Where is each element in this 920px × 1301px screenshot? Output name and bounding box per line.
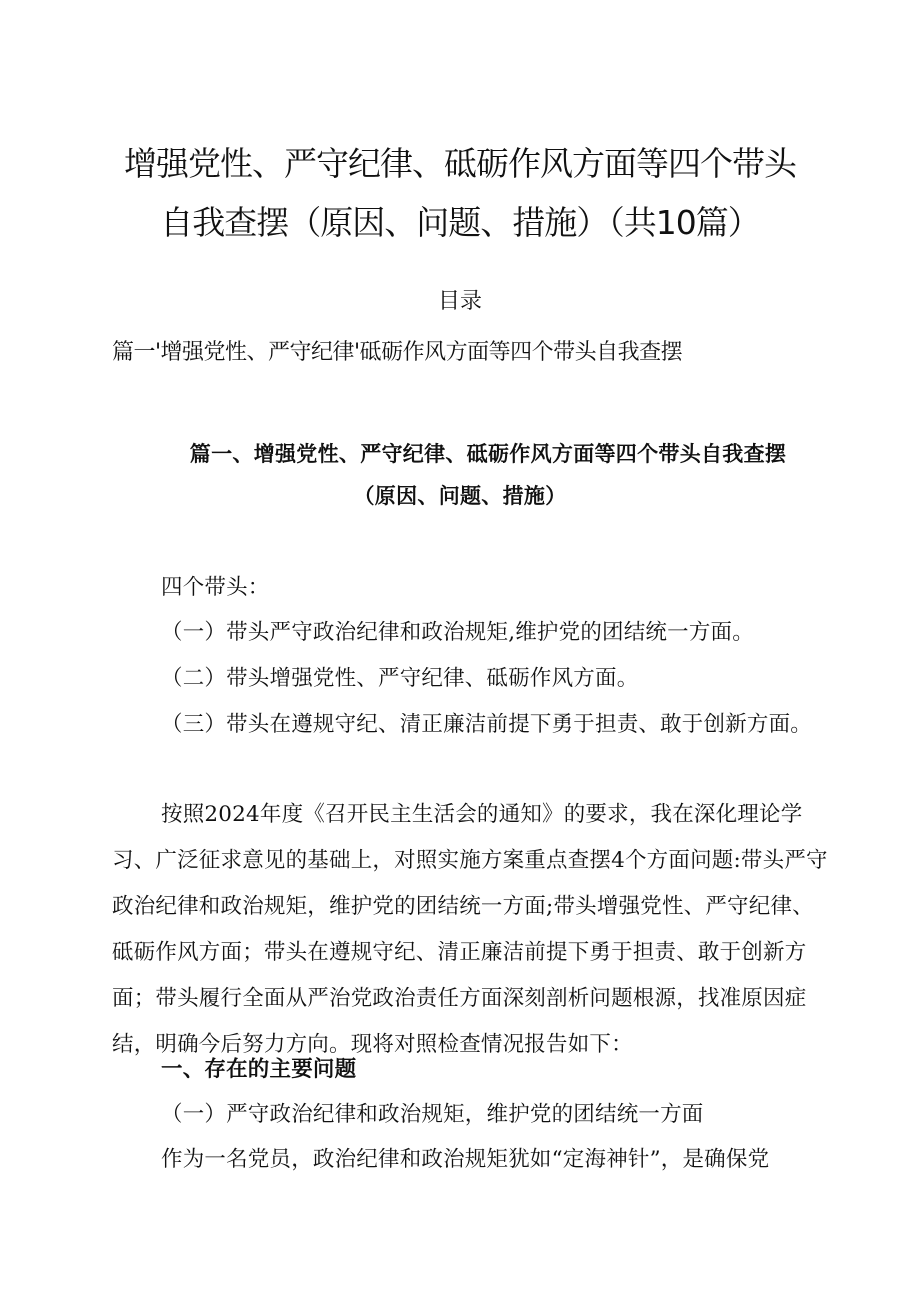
document-title-line-1: 增强党性、严守纪律、砥砺作风方面等四个带头 [124, 144, 796, 183]
subheading-political-discipline: （一）严守政治纪律和政治规矩，维护党的团结统一方面 [161, 1102, 704, 1127]
body-paragraph: 作为一名党员，政治纪律和政治规矩犹如“定海神针”，是确保党 [161, 1147, 770, 1172]
section-title-line-1: 篇一、增强党性、严守纪律、砥砺作风方面等四个带头自我查摆 [189, 442, 787, 466]
toc-heading: 目录 [437, 289, 482, 314]
lead-item-1: （一）带头严守政治纪律和政治规矩,维护党的团结统一方面。 [161, 620, 754, 645]
lead-item-2: （二）带头增强党性、严守纪律、砥砺作风方面。 [161, 666, 639, 691]
intro-paragraph: 按照2024年度《召开民主生活会的通知》的要求，我在深化理论学习、广泛征求意见的基础上，对照实施方案重点查摆4个方面问题:带头严守政治纪律和政治规矩，维护党的团结统一方面;带头增强党性、严守纪律、砥砺作风方面；带头在遵规守纪、清正廉洁前提下勇于担责、敢于创新方面；带头履行全面从严治党政治责任方面深刻剖析问题根源，找准原因症结，明确今后努力方向。现将对照检查情况报告如下： [112, 802, 828, 1057]
toc-item[interactable]: 篇一'增强党性、严守纪律'砥砺作风方面等四个带头自我查摆 [112, 340, 683, 365]
four-leads-label: 四个带头： [161, 575, 270, 600]
document-title-line-2: 自我查摆（原因、问题、措施）（共10篇） [160, 203, 760, 242]
lead-item-3: （三）带头在遵规守纪、清正廉洁前提下勇于担责、敢于创新方面。 [161, 712, 813, 737]
heading-main-problems: 一、存在的主要问题 [161, 1057, 357, 1082]
section-title-line-2: （原因、问题、措施） [353, 484, 567, 508]
